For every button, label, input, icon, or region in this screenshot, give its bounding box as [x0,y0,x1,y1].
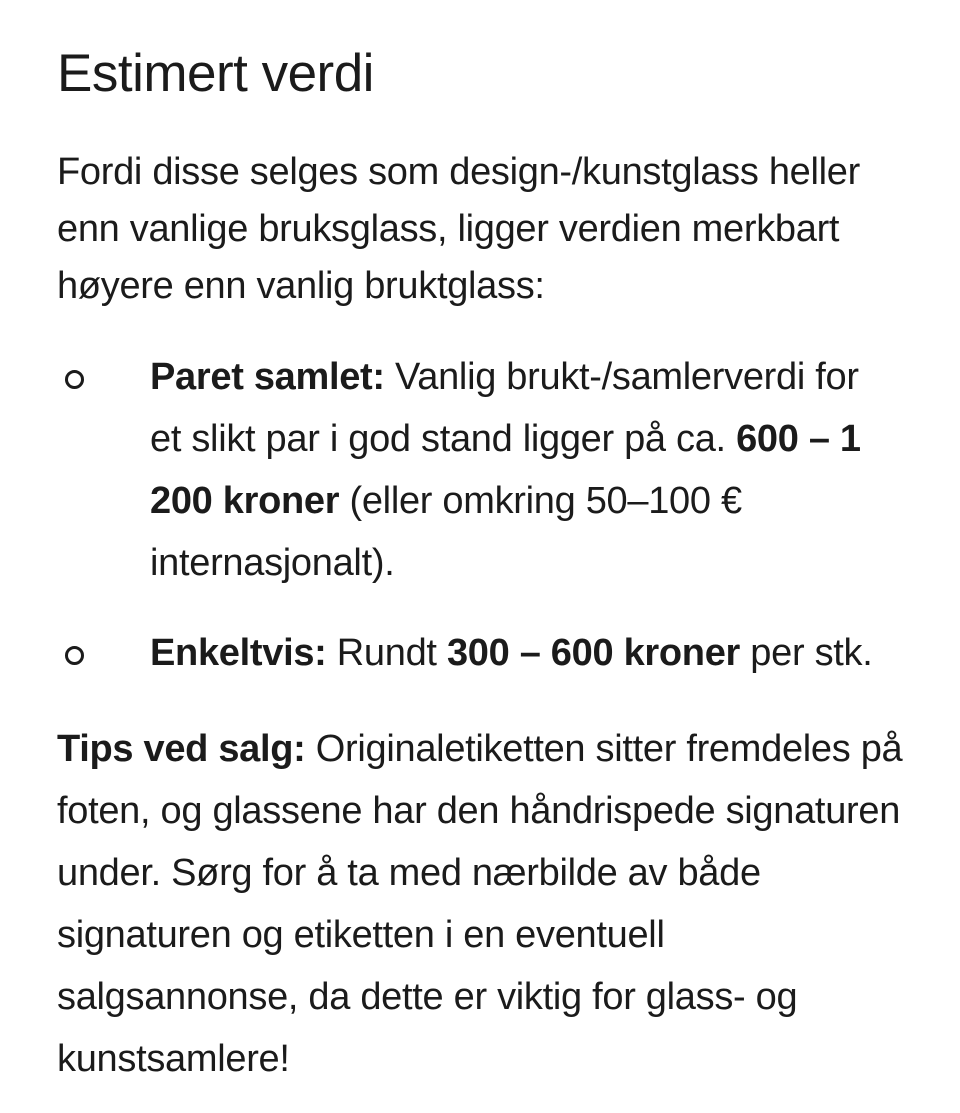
hollow-circle-bullet-icon [65,646,84,665]
tips-text: Originaletiketten sitter fremdeles på foten, og glassene har den håndrispede signaturen under. Sørg for å ta med nærbilde av både signaturen og etiketten i en eventuell salgsannonse, da dette er viktig for glass- og kunstsamlere! [57,728,903,1080]
price-range: 300 – 600 kroner [446,632,741,674]
intro-paragraph: Fordi disse selges som design-/kunstglass heller enn vanlige bruksglass, ligger verdien merkbart høyere enn vanlig bruktglass: [57,151,860,307]
section-heading: Estimert verdi [57,44,374,103]
list-item-label: Paret samlet: [150,356,385,398]
list-item-body: Vanlig brukt-/samlerverdi for et slikt par i god stand ligger på ca. [150,356,859,460]
list-item-text [150,346,895,594]
hollow-circle-bullet-icon [65,370,84,389]
tips-label: Tips ved salg: [57,728,306,770]
list-item-body-end: per stk. [740,632,873,674]
list-item-body-end: (eller omkring 50–100 € internasjonalt). [150,480,742,584]
list-item-label: Enkeltvis: [150,632,327,674]
price-range: 600 – 1 200 kroner [150,418,861,522]
tips-paragraph [57,718,907,1090]
list-item-text [150,622,895,684]
list-item-body: Rundt [326,632,447,674]
